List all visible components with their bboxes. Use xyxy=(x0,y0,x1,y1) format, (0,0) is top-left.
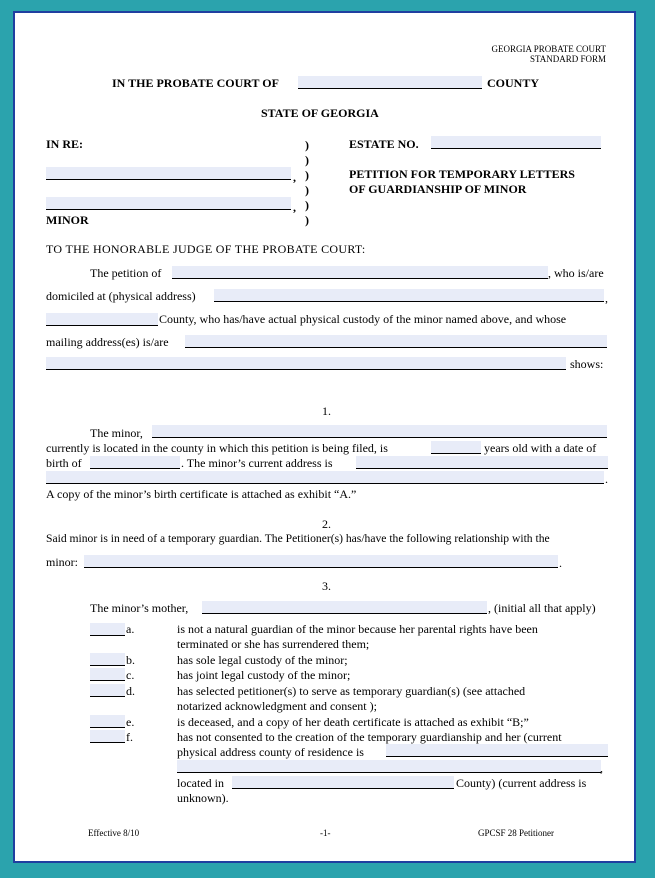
form-id: GPCSF 28 Petitioner xyxy=(478,828,555,838)
initial-field-c[interactable] xyxy=(90,668,125,681)
item-f-letter: f. xyxy=(126,730,133,744)
section-3-number: 3. xyxy=(322,579,331,593)
effective-date: Effective 8/10 xyxy=(88,828,140,838)
shows-label: shows: xyxy=(570,357,604,371)
estate-no-field[interactable] xyxy=(431,136,601,149)
relationship-label: minor: xyxy=(46,555,78,569)
exhibit-a-text: A copy of the minor’s birth certificate is attached as exhibit “A.” xyxy=(46,487,357,501)
paren-1: ) xyxy=(305,138,309,152)
section-2-number: 2. xyxy=(322,517,331,531)
probate-county-field[interactable] xyxy=(298,76,482,89)
initial-field-a[interactable] xyxy=(90,623,125,636)
estate-no-label: ESTATE NO. xyxy=(349,137,419,151)
initial-field-b[interactable] xyxy=(90,653,125,666)
located-county-field[interactable] xyxy=(232,776,454,789)
mother-residence-field-2[interactable] xyxy=(177,760,601,773)
initial-all-text: , (initial all that apply) xyxy=(488,601,596,615)
salutation: TO THE HONORABLE JUDGE OF THE PROBATE COURT: xyxy=(46,242,366,256)
initial-field-f[interactable] xyxy=(90,730,125,743)
item-a-line-1: is not a natural guardian of the minor because her parental rights have been xyxy=(177,622,538,636)
petition-of-label: The petition of xyxy=(90,266,162,280)
item-d-line-2: notarized acknowledgment and consent ); xyxy=(177,699,377,713)
minor-label: MINOR xyxy=(46,213,89,227)
comma-1: , xyxy=(293,170,296,184)
item-c-line-1: has joint legal custody of the minor; xyxy=(177,668,351,682)
current-address-field-1[interactable] xyxy=(356,456,608,469)
mailing-address-field-2[interactable] xyxy=(46,357,566,370)
in-re-label: IN RE: xyxy=(46,137,84,151)
court-label-line2: STANDARD FORM xyxy=(529,54,606,64)
mailing-label: mailing address(es) is/are xyxy=(46,335,169,349)
paren-6: ) xyxy=(305,213,309,227)
item-e-line-1: is deceased, and a copy of her death certificate is attached as exhibit “B;” xyxy=(177,715,529,729)
page-number: -1- xyxy=(320,828,331,838)
residence-comma: , xyxy=(600,761,603,775)
years-old-text: years old with a date of xyxy=(484,441,597,455)
current-address-field-2[interactable] xyxy=(46,471,604,484)
physical-address-field[interactable] xyxy=(214,289,604,302)
item-a-line-2: terminated or she has surrendered them; xyxy=(177,637,370,651)
phys-addr-label: physical address county of residence is xyxy=(177,745,364,759)
domiciled-comma: , xyxy=(605,291,608,305)
located-in-label: located in xyxy=(177,776,224,790)
initial-field-e[interactable] xyxy=(90,715,125,728)
address-period: . xyxy=(605,472,608,486)
who-is-are: , who is/are xyxy=(548,266,604,280)
unknown-text: unknown). xyxy=(177,791,229,805)
paren-5: ) xyxy=(305,198,309,212)
birth-of-label: birth of xyxy=(46,456,82,470)
county-current-text: County) (current address is xyxy=(456,776,587,790)
petitioner-name-field[interactable] xyxy=(172,266,548,279)
item-b-letter: b. xyxy=(126,653,135,667)
section-1-number: 1. xyxy=(322,404,331,418)
birth-date-field[interactable] xyxy=(90,456,180,469)
item-f-line-1: has not consented to the creation of the temporary guardianship and her (current xyxy=(177,730,562,744)
item-d-letter: d. xyxy=(126,684,135,698)
relationship-period: . xyxy=(559,556,562,570)
item-c-letter: c. xyxy=(126,668,135,682)
title-pre: IN THE PROBATE COURT OF xyxy=(112,76,279,90)
minor-name-field[interactable] xyxy=(152,425,607,438)
petition-title-2: OF GUARDIANSHIP OF MINOR xyxy=(349,182,527,196)
item-e-letter: e. xyxy=(126,715,135,729)
domiciled-label: domiciled at (physical address) xyxy=(46,289,196,303)
section-2-text: Said minor is in need of a temporary guardian. The Petitioner(s) has/have the following relationship with the xyxy=(46,532,550,545)
item-d-line-1: has selected petitioner(s) to serve as temporary guardian(s) (see attached xyxy=(177,684,526,698)
comma-2: , xyxy=(293,200,296,214)
minor-name-field-1[interactable] xyxy=(46,167,291,180)
mother-residence-field-1[interactable] xyxy=(386,744,608,757)
minor-name-field-2[interactable] xyxy=(46,197,291,210)
item-a-letter: a. xyxy=(126,622,135,636)
mailing-address-field-1[interactable] xyxy=(185,335,607,348)
paren-2: ) xyxy=(305,153,309,167)
relationship-field[interactable] xyxy=(84,555,558,568)
custody-county-field[interactable] xyxy=(46,313,158,326)
mother-label: The minor’s mother, xyxy=(90,601,189,615)
the-minor-label: The minor, xyxy=(90,426,143,440)
title-post: COUNTY xyxy=(487,76,540,90)
paren-4: ) xyxy=(305,183,309,197)
currently-text: currently is located in the county in which this petition is being filed, is xyxy=(46,441,388,455)
form-page xyxy=(13,11,636,863)
petition-title-1: PETITION FOR TEMPORARY LETTERS xyxy=(349,167,575,181)
age-field[interactable] xyxy=(431,441,481,454)
item-b-line-1: has sole legal custody of the minor; xyxy=(177,653,348,667)
initial-field-d[interactable] xyxy=(90,684,125,697)
county-custody-text: County, who has/have actual physical custody of the minor named above, and whose xyxy=(159,312,567,326)
mother-name-field[interactable] xyxy=(202,601,487,614)
court-label-line1: GEORGIA PROBATE COURT xyxy=(491,44,606,54)
court-form-label xyxy=(492,44,606,64)
current-address-label: . The minor’s current address is xyxy=(181,456,333,470)
paren-3: ) xyxy=(305,168,309,182)
state-heading: STATE OF GEORGIA xyxy=(261,106,379,120)
